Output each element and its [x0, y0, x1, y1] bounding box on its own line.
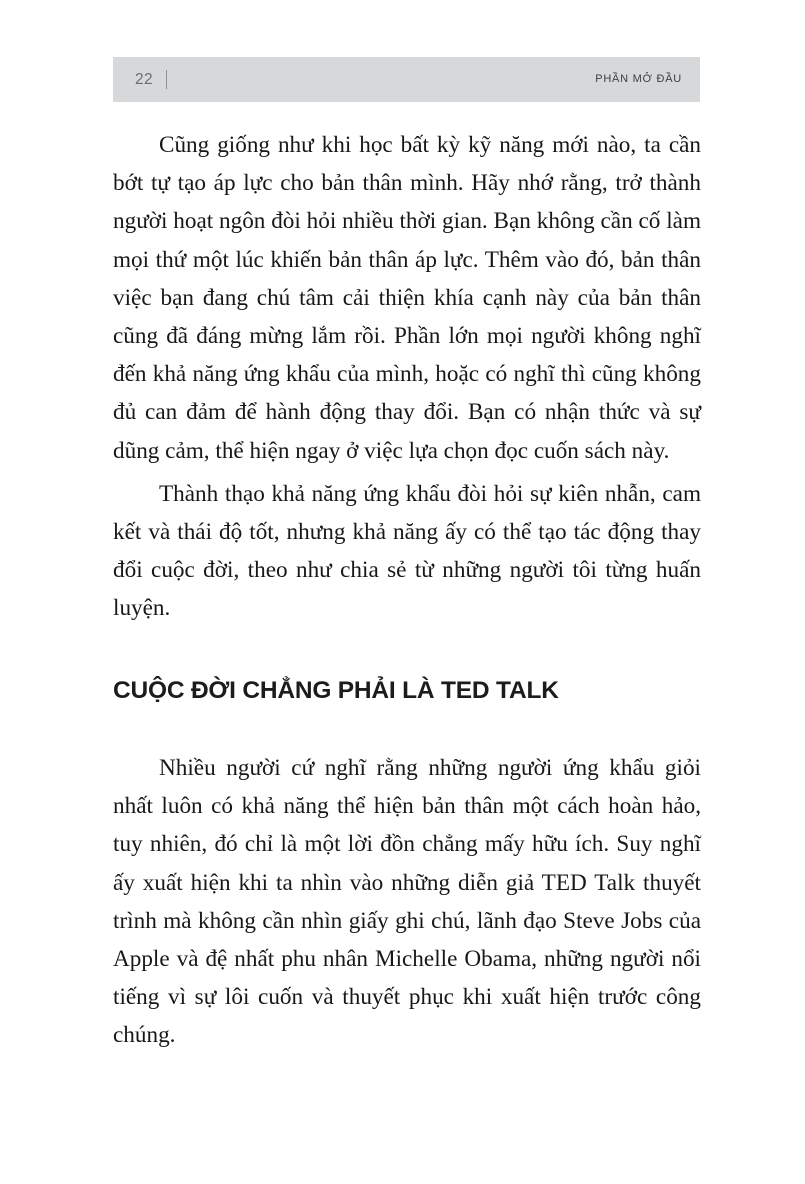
- heading-top-space: [113, 628, 701, 676]
- body-paragraph: Cũng giống như khi học bất kỳ kỹ năng mới nào, ta cần bớt tự tạo áp lực cho bản thân mình. Hãy nhớ rằng, trở thành người hoạt ngôn đòi hỏi nhiều thời gian. Bạn không cần cố làm mọi thứ một lúc khiến bản thân áp lực. Thêm vào đó, bản thân việc bạn đang chú tâm cải thiện khía cạnh này của bản thân cũng đã đáng mừng lắm rồi. Phần lớn mọi người không nghĩ đến khả năng ứng khẩu của mình, hoặc có nghĩ thì cũng không đủ can đảm để hành động thay đổi. Bạn có nhận thức và sự dũng cảm, thể hiện ngay ở việc lựa chọn đọc cuốn sách này.: [113, 132, 701, 464]
- text-column: [113, 126, 701, 1055]
- heading-bottom-space: [113, 705, 701, 749]
- page-number: 22: [135, 70, 154, 88]
- running-header: [113, 57, 700, 102]
- running-head-title: PHẦN MỞ ĐẦU: [595, 73, 682, 85]
- body-paragraph: Nhiều người cứ nghĩ rằng những người ứng khẩu giỏi nhất luôn có khả năng thể hiện bản thân một cách hoàn hảo, tuy nhiên, đó chỉ là một lời đồn chẳng mấy hữu ích. Suy nghĩ ấy xuất hiện khi ta nhìn vào những diễn giả TED Talk thuyết trình mà không cần nhìn giấy ghi chú, lãnh đạo Steve Jobs của Apple và đệ nhất phu nhân Michelle Obama, những người nổi tiếng vì sự lôi cuốn và thuyết phục khi xuất hiện trước công chúng.: [113, 755, 701, 1049]
- folio-divider: [166, 70, 167, 89]
- section-heading: CUỘC ĐỜI CHẲNG PHẢI LÀ TED TALK: [113, 676, 559, 704]
- body-paragraph: Thành thạo khả năng ứng khẩu đòi hỏi sự kiên nhẫn, cam kết và thái độ tốt, nhưng khả năng ấy có thể tạo tác động thay đổi cuộc đời, theo như chia sẻ từ những người tôi từng huấn luyện.: [113, 480, 701, 622]
